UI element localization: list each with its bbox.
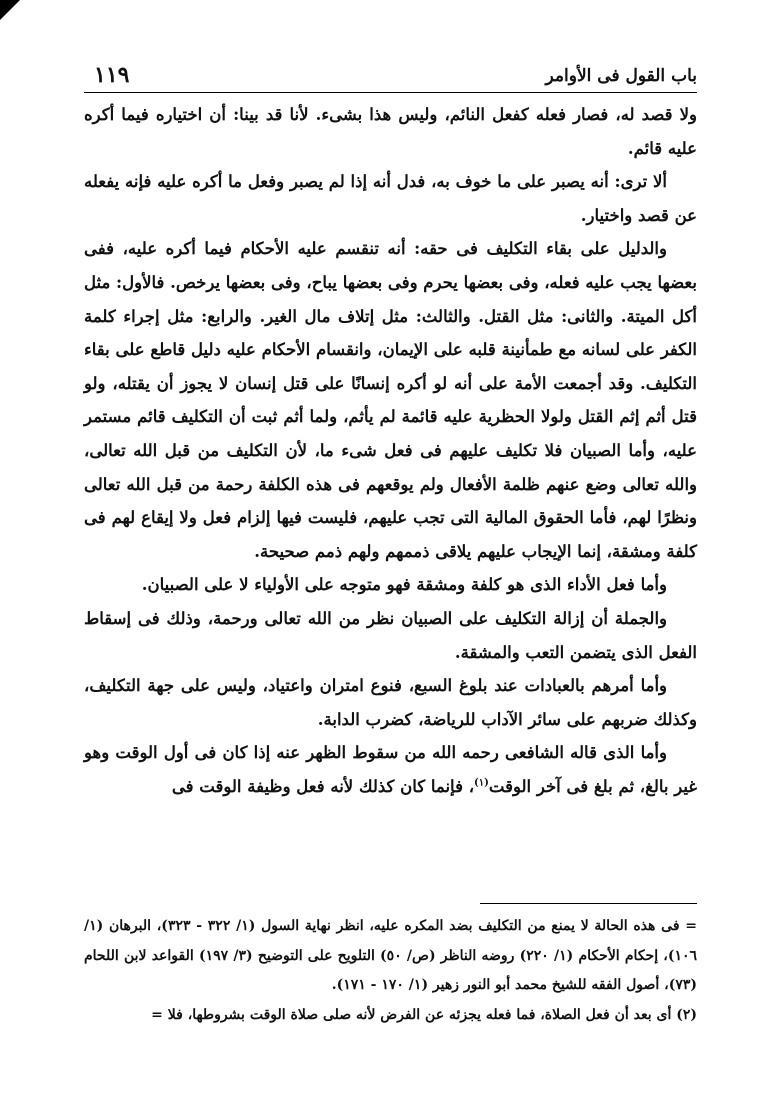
paragraph-3: والدليل على بقاء التكليف فى حقه: أنه تنقسم عليه الأحكام فيما أكره عليه، ففى بعضها يجب عليه فعله، وفى بعضها يحرم وفى بعضها يباح، وفى بعضها يرخص. فالأول: مثل أكل الميتة. والثانى: مثل القتل. والثالث: مثل إتلاف مال الغير. والرابع: مثل إجراء كلمة الكفر على لسانه مع طمأنينة قلبه على الإيمان، وانقسام الأحكام عليه دليل قاطع على بقاء التكليف. وقد أجمعت الأمة على أنه لو أكره إنسانًا على قتل إنسان لا يجوز أن يقتله، ولو قتل أثم إثم القتل ولولا الحظرية عليه قائمة لم يأثم، ولما أثم ثبت أن التكليف قائم مستمر عليه، وأما الصبيان فلا تكليف عليهم فى فعل شىء ما، لأن التكليف من قبل الله تعالى، والله تعالى وضع عنهم ظلمة الأفعال ولم يوقعهم فى هذه الكلفة رحمة من قبل الله تعالى ونظرًا لهم، فأما الحقوق المالية التى تجب عليهم، فليست فيها إلزام فعل ولا إيقاع لهم فى كلفة ومشقة، إنما الإيجاب عليهم يلاقى ذممهم ولهم ذمم صحيحة. [84,239,697,561]
running-title: باب القول فى الأوامر [545,66,697,86]
paragraph-4: وأما فعل الأداء الذى هو كلفة ومشقة فهو متوجه على الأولياء لا على الصبيان. [141,575,667,595]
paragraph-5: والجملة أن إزالة التكليف على الصبيان نظر من الله تعالى ورحمة، وذلك فى إسقاط الفعل الذى يتضمن التعب والمشقة. [84,608,697,662]
footnotes [84,912,697,1030]
paragraph-6: وأما أمرهم بالعبادات عند بلوغ السبع، فنوع امتران واعتياد، وليس على جهة التكليف، وكذلك ضربهم على سائر الآداب للرياضة، كضرب الدابة. [84,676,697,729]
footnote-divider [480,903,697,904]
page-corner-mark [0,0,20,20]
footnote-continued: = فى هذه الحالة لا يمنع من التكليف بضد المكره عليه، انظر نهاية السول (١/ ٣٢٢ - ٣٢٣)، البرهان (١/ ١٠٦)، إحكام الأحكام (١/ ٢٢٠) روضه الناظر (ص/ ٥٠) التلويح على التوضيح (٣/ ١٩٧) القواعد لابن اللحام (٧٣)، أصول الفقه للشيخ محمد أبو النور زهير (١/ ١٧٠ - ١٧١). [84,918,698,993]
footnote-reference: (١) [474,777,489,789]
paragraph-7-text-end: ، فإنما كان كذلك لأنه فعل وظيفة الوقت فى [171,776,475,796]
page-header [84,60,697,93]
main-text [84,98,697,803]
page-number: ١١٩ [94,62,130,88]
paragraph-2: ألا ترى: أنه يصبر على ما خوف به، فدل أنه إذا لم يصبر وفعل ما أكره عليه فإنه يفعله عن قصد واختيار. [84,172,697,225]
footnote-2: (٢) أى بعد أن فعل الصلاة، فما فعله يجزئه عن الفرض لأنه صلى صلاة الوقت بشروطها، فلا = [151,1006,697,1023]
paragraph-1: ولا قصد له، فصار فعله كفعل النائم، وليس هذا بشىء. لأنا قد بينا: أن اختياره فيما أكره عليه قائم. [84,105,697,158]
paragraph-7-text: وأما الذى قاله الشافعى رحمه الله من سقوط الظهر عنه إذا كان فى أول الوقت وهو غير بالغ، ثم بلغ فى آخر الوقت [84,743,697,796]
paragraph-7 [84,736,697,803]
